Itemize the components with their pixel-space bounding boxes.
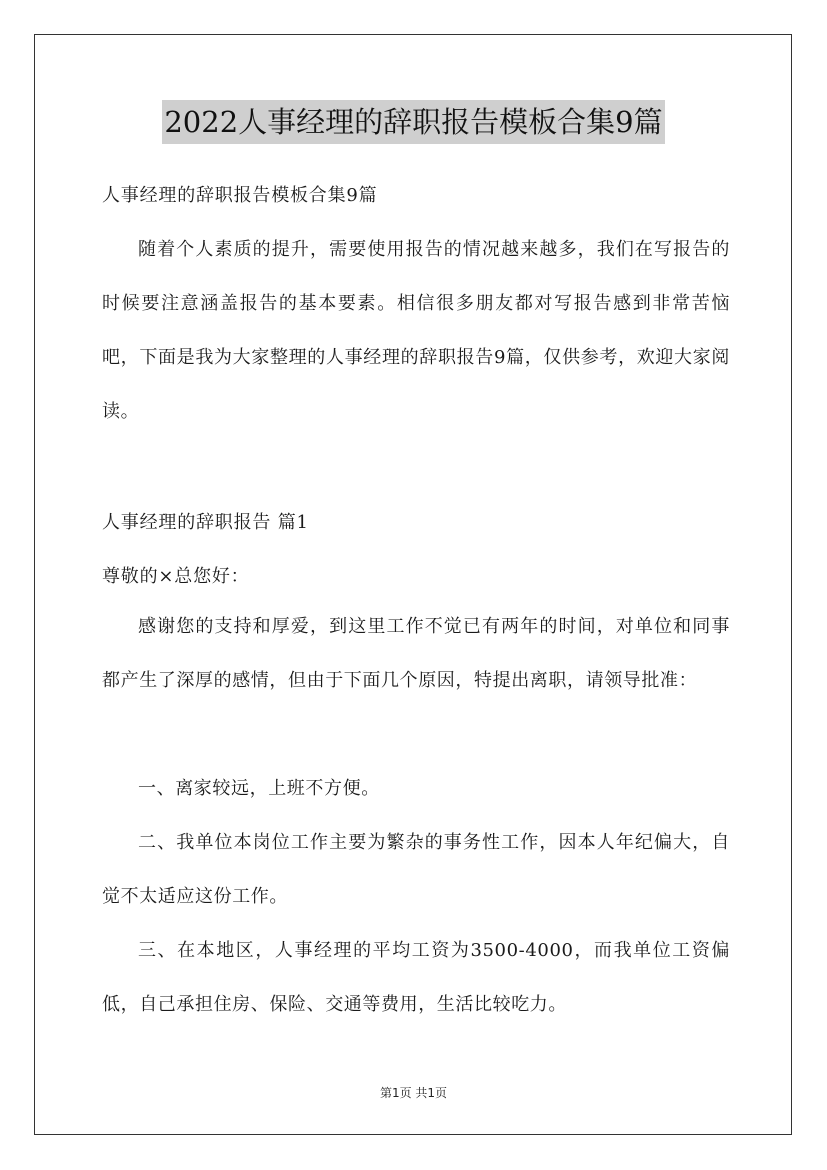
reason-item-3: 三、在本地区，人事经理的平均工资为3500-4000，而我单位工资偏低，自己承担住房、保险、交通等费用，生活比较吃力。 bbox=[102, 940, 730, 1015]
intro-paragraph: 随着个人素质的提升，需要使用报告的情况越来越多，我们在写报告的时候要注意涵盖报告的基本要素。相信很多朋友都对写报告感到非常苦恼吧，下面是我为大家整理的人事经理的辞职报告9篇，仅供参考，欢迎大家阅读。 bbox=[102, 239, 730, 422]
body-paragraph: 感谢您的支持和厚爱，到这里工作不觉已有两年的时间，对单位和同事都产生了深厚的感情，但由于下面几个原因，特提出离职，请领导批准： bbox=[102, 616, 730, 691]
document-subtitle: 人事经理的辞职报告模板合集9篇 bbox=[102, 185, 378, 206]
page-footer: 第1页 共1页 bbox=[379, 1086, 448, 1100]
title-container bbox=[0, 100, 827, 144]
reason-item-1: 一、离家较远，上班不方便。 bbox=[138, 778, 380, 799]
section-heading: 人事经理的辞职报告 篇1 bbox=[102, 512, 309, 533]
reason-item-2: 二、我单位本岗位工作主要为繁杂的事务性工作，因本人年纪偏大，自觉不太适应这份工作。 bbox=[102, 832, 730, 907]
salutation: 尊敬的×总您好： bbox=[102, 566, 250, 587]
document-title: 2022人事经理的辞职报告模板合集9篇 bbox=[162, 100, 664, 144]
